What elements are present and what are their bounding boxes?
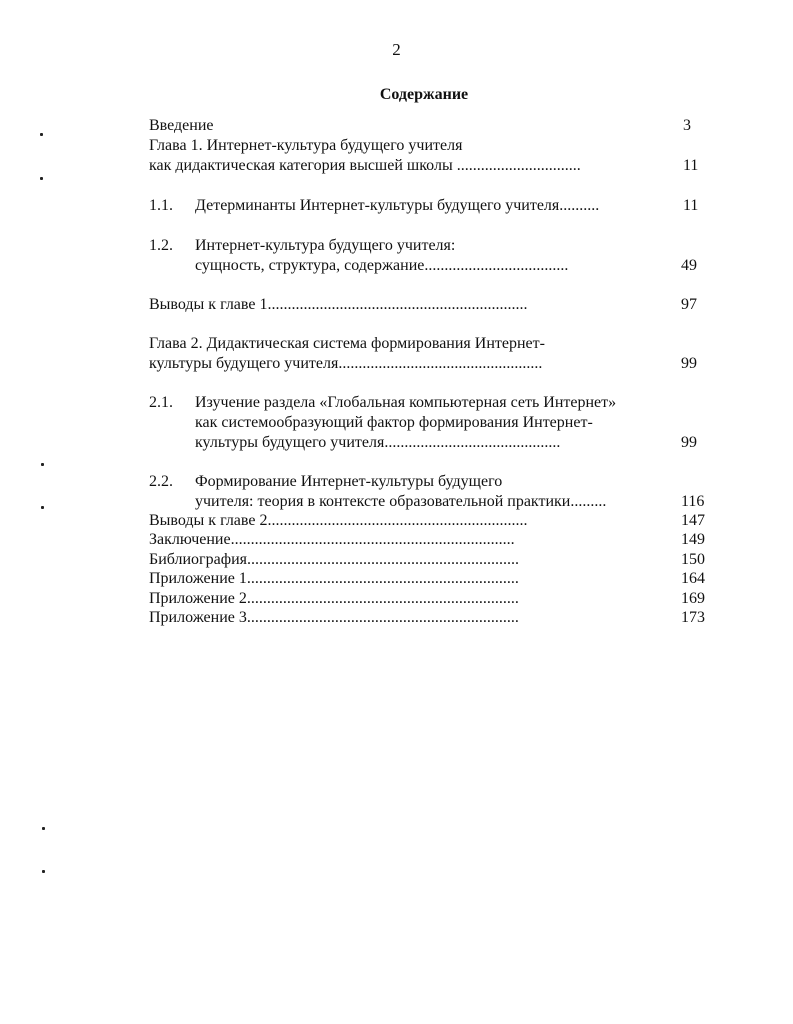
- toc-number-2-1: 2.1.: [149, 394, 173, 411]
- toc-page-2-2: 116: [681, 493, 705, 510]
- toc-entry-1-2-cont[interactable]: сущность, структура, содержание....................................: [195, 257, 569, 274]
- scan-speck: [40, 133, 43, 136]
- toc-page-appendix-3: 173: [681, 609, 705, 626]
- toc-entry-2-1[interactable]: Изучение раздела «Глобальная компьютерная сеть Интернет»: [195, 394, 617, 411]
- toc-entry-conclusion[interactable]: Заключение.......................................................................: [149, 531, 515, 548]
- toc-entry-1-1[interactable]: Детерминанты Интернет-культуры будущего учителя..........: [195, 197, 600, 214]
- scan-speck: [42, 870, 45, 873]
- toc-entry-conclusions-1[interactable]: Выводы к главе 1.................................................................: [149, 296, 528, 313]
- toc-entry-chapter-1[interactable]: Глава 1. Интернет-культура будущего учителя: [149, 137, 463, 154]
- toc-entry-chapter-2-cont[interactable]: культуры будущего учителя...................................................: [149, 355, 543, 372]
- toc-entry-2-2-cont[interactable]: учителя: теория в контексте образовательной практики.........: [195, 493, 607, 510]
- toc-entry-bibliography[interactable]: Библиография....................................................................: [149, 551, 519, 568]
- toc-entry-appendix-3[interactable]: Приложение 3....................................................................: [149, 609, 519, 626]
- toc-page-chapter-2: 99: [681, 355, 697, 372]
- toc-page-appendix-1: 164: [681, 570, 705, 587]
- toc-number-2-2: 2.2.: [149, 473, 173, 490]
- toc-entry-appendix-1[interactable]: Приложение 1....................................................................: [149, 570, 519, 587]
- toc-page-1-2: 49: [681, 257, 697, 274]
- toc-entry-chapter-1-cont[interactable]: как дидактическая категория высшей школы ...............................: [149, 157, 581, 174]
- page-number: 2: [392, 40, 401, 59]
- toc-entry-1-2[interactable]: Интернет-культура будущего учителя:: [195, 237, 456, 254]
- toc-page-1-1: 11: [683, 197, 699, 214]
- scan-speck: [41, 463, 44, 466]
- toc-entry-intro[interactable]: Введение: [149, 117, 214, 134]
- scan-speck: [41, 506, 44, 509]
- toc-page-conclusion: 149: [681, 531, 705, 548]
- toc-entry-appendix-2[interactable]: Приложение 2....................................................................: [149, 590, 519, 607]
- toc-number-1-2: 1.2.: [149, 237, 173, 254]
- toc-number-1-1: 1.1.: [149, 197, 173, 214]
- toc-page-conclusions-1: 97: [681, 296, 697, 313]
- toc-page-appendix-2: 169: [681, 590, 705, 607]
- toc-page-intro: 3: [683, 117, 691, 134]
- toc-page-bibliography: 150: [681, 551, 705, 568]
- toc-entry-2-1-cont2[interactable]: культуры будущего учителя............................................: [195, 434, 561, 451]
- toc-title: Содержание: [379, 86, 469, 103]
- toc-entry-conclusions-2[interactable]: Выводы к главе 2.................................................................: [149, 512, 528, 529]
- toc-page-chapter-1: 11: [683, 157, 699, 174]
- toc-entry-2-1-cont[interactable]: как системообразующий фактор формирования Интернет-: [195, 414, 593, 431]
- scan-speck: [42, 827, 45, 830]
- toc-page-2-1: 99: [681, 434, 697, 451]
- scan-speck: [40, 177, 43, 180]
- toc-page-conclusions-2: 147: [681, 512, 705, 529]
- toc-entry-chapter-2[interactable]: Глава 2. Дидактическая система формирования Интернет-: [149, 335, 545, 352]
- toc-entry-2-2[interactable]: Формирование Интернет-культуры будущего: [195, 473, 503, 490]
